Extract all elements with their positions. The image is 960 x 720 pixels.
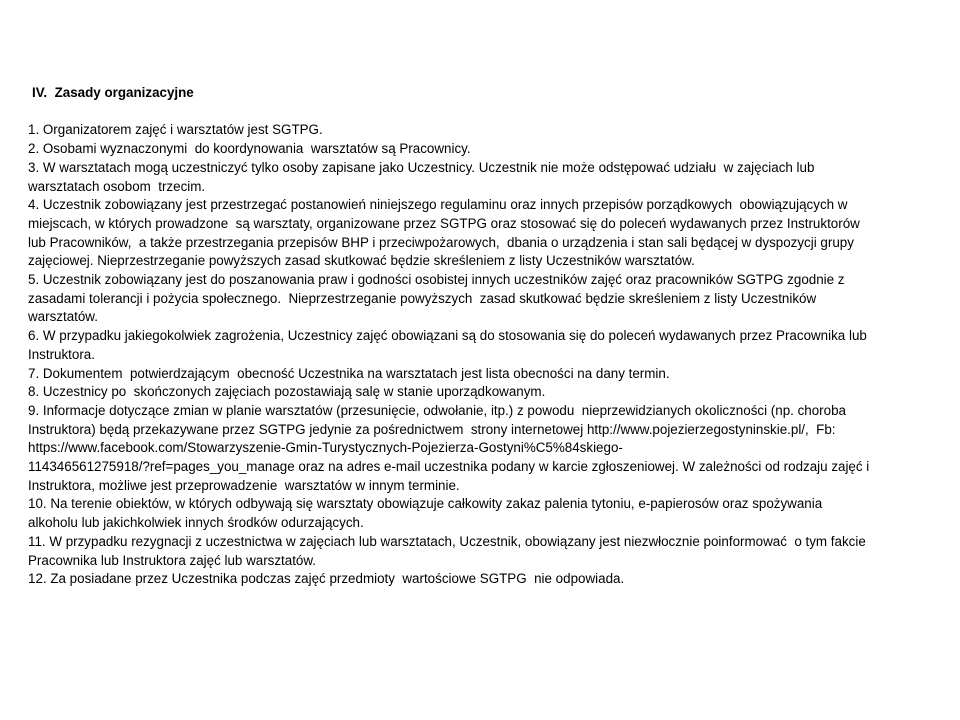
rule-item-9: 9. Informacje dotyczące zmian w planie warsztatów (przesunięcie, odwołanie, itp.) z powodu nieprzewidzianych okoliczności (np. choroba Instruktora) będą przekazywane przez SGTPG jedynie za pośrednictwem strony internetowej http://www.pojezierzegostyninskie.pl/, Fb: https://www.facebook.com/Stowarzyszenie-Gmin-Turystycznych-Pojezierza-Gostyni%C5%84skiego- 114346561275918/?ref=pages_you_manage oraz na adres e-mail uczestnika podany w karcie zgłoszeniowej. W zależności od rodzaju zajęć i Instruktora, możliwe jest przeprowadzenie warsztatów w innym terminie. [28, 402, 870, 493]
rule-item-12: 12. Za posiadane przez Uczestnika podczas zajęć przedmioty wartościowe SGTPG nie odpowiada. [28, 571, 625, 587]
rule-item-10: 10. Na terenie obiektów, w których odbywają się warsztaty obowiązuje całkowity zakaz palenia tytoniu, e-papierosów oraz spożywania alkoholu lub jakichkolwiek innych środków odurzających. [28, 496, 823, 531]
rule-item-1: 1. Organizatorem zajęć i warsztatów jest SGTPG. [28, 122, 323, 138]
rule-item-8: 8. Uczestnicy po skończonych zajęciach pozostawiają salę w stanie uporządkowanym. [28, 384, 546, 400]
rule-item-7: 7. Dokumentem potwierdzającym obecność Uczestnika na warsztatach jest lista obecności na dany termin. [28, 365, 670, 381]
rule-item-3: 3. W warsztatach mogą uczestniczyć tylko osoby zapisane jako Uczestnicy. Uczestnik nie może odstępować udziału w zajęciach lub warsztatach osobom trzecim. [28, 159, 815, 194]
rule-item-5: 5. Uczestnik zobowiązany jest do poszanowania praw i godności osobistej innych uczestników zajęć oraz pracowników SGTPG zgodnie z zasadami tolerancji i pożycia społecznego. Nieprzestrzeganie powyższych zasad skutkować będzie skreśleniem z listy Uczestników warsztatów. [28, 272, 845, 325]
rule-item-4: 4. Uczestnik zobowiązany jest przestrzegać postanowień niniejszego regulaminu oraz innych przepisów porządkowych obowiązujących w miejscach, w których prowadzone są warsztaty, organizowane przez SGTPG oraz stosować się do poleceń wydawanych przez Instruktorów lub Pracowników, a także przestrzegania przepisów BHP i przeciwpożarowych, dbania o urządzenia i stan sali będącej w dyspozycji grupy zajęciowej. Nieprzestrzeganie powyższych zasad skutkować będzie skreśleniem z listy Uczestników warsztatów. [28, 197, 860, 269]
section-heading: IV. Zasady organizacyjne [32, 85, 194, 100]
rule-item-11: 11. W przypadku rezygnacji z uczestnictwa w zajęciach lub warsztatach, Uczestnik, obowiązany jest niezwłocznie poinformować o tym fakcie Pracownika lub Instruktora zajęć lub warsztatów. [28, 533, 866, 568]
rules-section [28, 84, 940, 589]
rule-item-2: 2. Osobami wyznaczonymi do koordynowania warsztatów są Pracownicy. [28, 141, 471, 157]
rules-list [28, 121, 940, 589]
rule-item-6: 6. W przypadku jakiegokolwiek zagrożenia, Uczestnicy zajęć obowiązani są do stosowania się do poleceń wydawanych przez Pracownika lub Instruktora. [28, 328, 867, 362]
